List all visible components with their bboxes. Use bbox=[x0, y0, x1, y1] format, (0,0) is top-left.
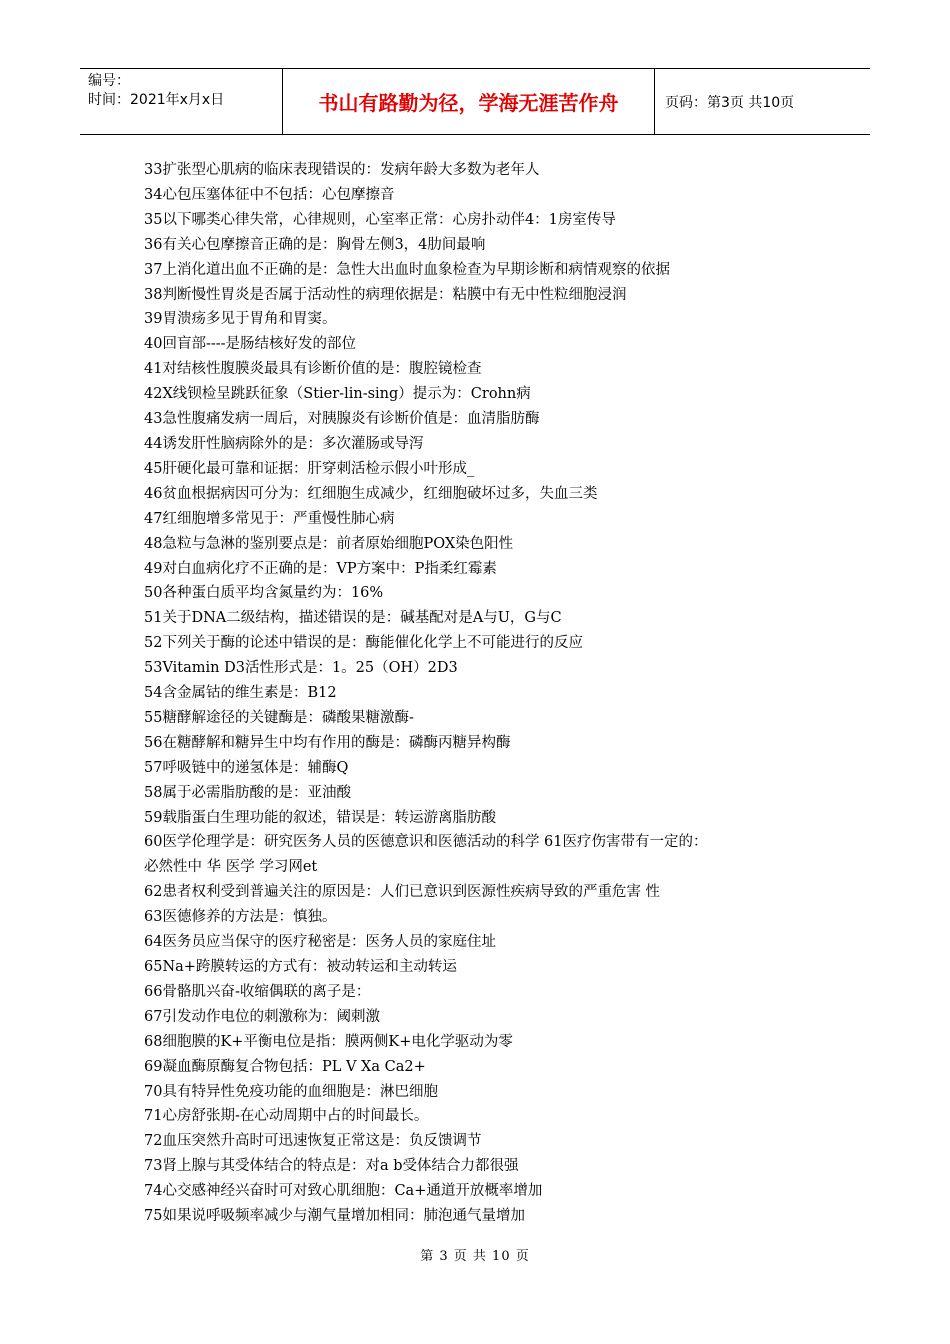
text-line: 58属于必需脂肪酸的是：亚油酸 bbox=[144, 784, 351, 801]
document-number-label: 编号： bbox=[88, 73, 130, 89]
text-line: 66骨骼肌兴奋-收缩偶联的离子是： bbox=[144, 983, 371, 1000]
text-line: 70具有特异性免疫功能的血细胞是：淋巴细胞 bbox=[144, 1083, 438, 1100]
text-line: 44诱发肝性脑病除外的是：多次灌肠或导泻 bbox=[144, 435, 424, 452]
text-line: 65Na+跨膜转运的方式有：被动转运和主动转运 bbox=[144, 959, 457, 975]
header-meta bbox=[80, 69, 283, 134]
text-line: 36有关心包摩擦音正确的是：胸骨左侧3，4肋间最响 bbox=[144, 236, 486, 253]
text-line: 35以下哪类心律失常，心律规则，心室率正常：心房扑动伴4：1房室传导 bbox=[144, 211, 616, 228]
text-line: 43急性腹痛发病一周后，对胰腺炎有诊断价值是：血清脂肪酶 bbox=[144, 411, 540, 428]
page-footer: 第 3 页 共 10 页 bbox=[420, 1249, 530, 1264]
text-line: 33扩张型心肌病的临床表现错误的：发病年龄大多数为老年人 bbox=[144, 162, 540, 178]
header-motto: 书山有路勤为径，学海无涯苦作舟 bbox=[283, 69, 655, 134]
text-line: 64医务员应当保守的医疗秘密是：医务人员的家庭住址 bbox=[144, 934, 496, 951]
text-line: 72血压突然升高时可迅速恢复正常这是：负反馈调节 bbox=[144, 1133, 482, 1150]
text-line: 42X线钡检呈跳跃征象（Stier-lin-sing）提示为：Crohn病 bbox=[144, 386, 531, 403]
text-line: 47红细胞增多常见于：严重慢性肺心病 bbox=[144, 510, 395, 527]
text-line: 必然性中 华 医学 学习网et bbox=[144, 859, 318, 876]
text-line: 45肝硬化最可靠和证据：肝穿刺活检示假小叶形成_ bbox=[144, 460, 475, 477]
text-line: 75如果说呼吸频率减少与潮气量增加相同：肺泡通气量增加 bbox=[144, 1208, 525, 1225]
text-line: 68细胞膜的K+平衡电位是指：膜两侧K+电化学驱动为零 bbox=[144, 1033, 513, 1050]
text-line: 52下列关于酶的论述中错误的是：酶能催化化学上不可能进行的反应 bbox=[144, 635, 583, 652]
text-line: 49对白血病化疗不正确的是：VP方案中：P指柔红霉素 bbox=[144, 560, 497, 577]
text-line: 37上消化道出血不正确的是：急性大出血时血象检查为早期诊断和病情观察的依据 bbox=[144, 261, 670, 278]
page-header bbox=[80, 68, 870, 135]
text-line: 67引发动作电位的刺激称为：阈刺激 bbox=[144, 1008, 380, 1025]
text-line: 62患者权利受到普遍关注的原因是：人们已意识到医源性疾病导致的严重危害 性 bbox=[144, 884, 661, 901]
document-date: 时间：2021年x月x日 bbox=[88, 92, 225, 108]
text-line: 38判断慢性胃炎是否属于活动性的病理依据是：粘膜中有无中性粒细胞浸润 bbox=[144, 286, 627, 303]
text-line: 57呼吸链中的递氢体是：辅酶Q bbox=[144, 759, 349, 776]
text-line: 41对结核性腹膜炎最具有诊断价值的是：腹腔镜检查 bbox=[144, 361, 482, 378]
text-line: 48急粒与急淋的鉴别要点是：前者原始细胞POX染色阳性 bbox=[144, 535, 514, 552]
document-body bbox=[144, 158, 824, 1229]
text-line: 46贫血根据病因可分为：红细胞生成减少，红细胞破坏过多，失血三类 bbox=[144, 485, 598, 502]
text-line: 50各种蛋白质平均含氮量约为：16% bbox=[144, 585, 384, 602]
text-line: 39胃溃疡多见于胃角和胃窦。 bbox=[144, 311, 337, 328]
text-line: 53Vitamin D3活性形式是：1。25（OH）2D3 bbox=[144, 660, 458, 677]
text-line: 51关于DNA二级结构，描述错误的是：碱基配对是A与U，G与C bbox=[144, 610, 562, 627]
text-line: 54含金属钴的维生素是：B12 bbox=[144, 685, 337, 702]
text-line: 69凝血酶原酶复合物包括：PL V Xa Ca2+ bbox=[144, 1058, 426, 1075]
text-line: 63医德修养的方法是：慎独。 bbox=[144, 909, 337, 926]
text-line: 55糖酵解途径的关键酶是：磷酸果糖激酶- bbox=[144, 709, 414, 726]
text-line: 40回盲部----是肠结核好发的部位 bbox=[144, 336, 357, 353]
text-line: 74心交感神经兴奋时可对致心肌细胞：Ca+通道开放概率增加 bbox=[144, 1183, 543, 1200]
text-line: 59载脂蛋白生理功能的叙述，错误是：转运游离脂肪酸 bbox=[144, 809, 496, 826]
header-page-info: 页码：第3页 共10页 bbox=[665, 94, 795, 111]
text-line: 73肾上腺与其受体结合的特点是：对a b受体结合力都很强 bbox=[144, 1158, 519, 1175]
text-line: 56在糖酵解和糖异生中均有作用的酶是：磷酶丙糖异构酶 bbox=[144, 734, 511, 751]
text-line: 34心包压塞体征中不包括：心包摩擦音 bbox=[144, 186, 395, 203]
text-line: 60医学伦理学是：研究医务人员的医德意识和医德活动的科学 61医疗伤害带有一定的： bbox=[144, 834, 708, 851]
text-line: 71心房舒张期-在心动周期中占的时间最长。 bbox=[144, 1108, 429, 1125]
